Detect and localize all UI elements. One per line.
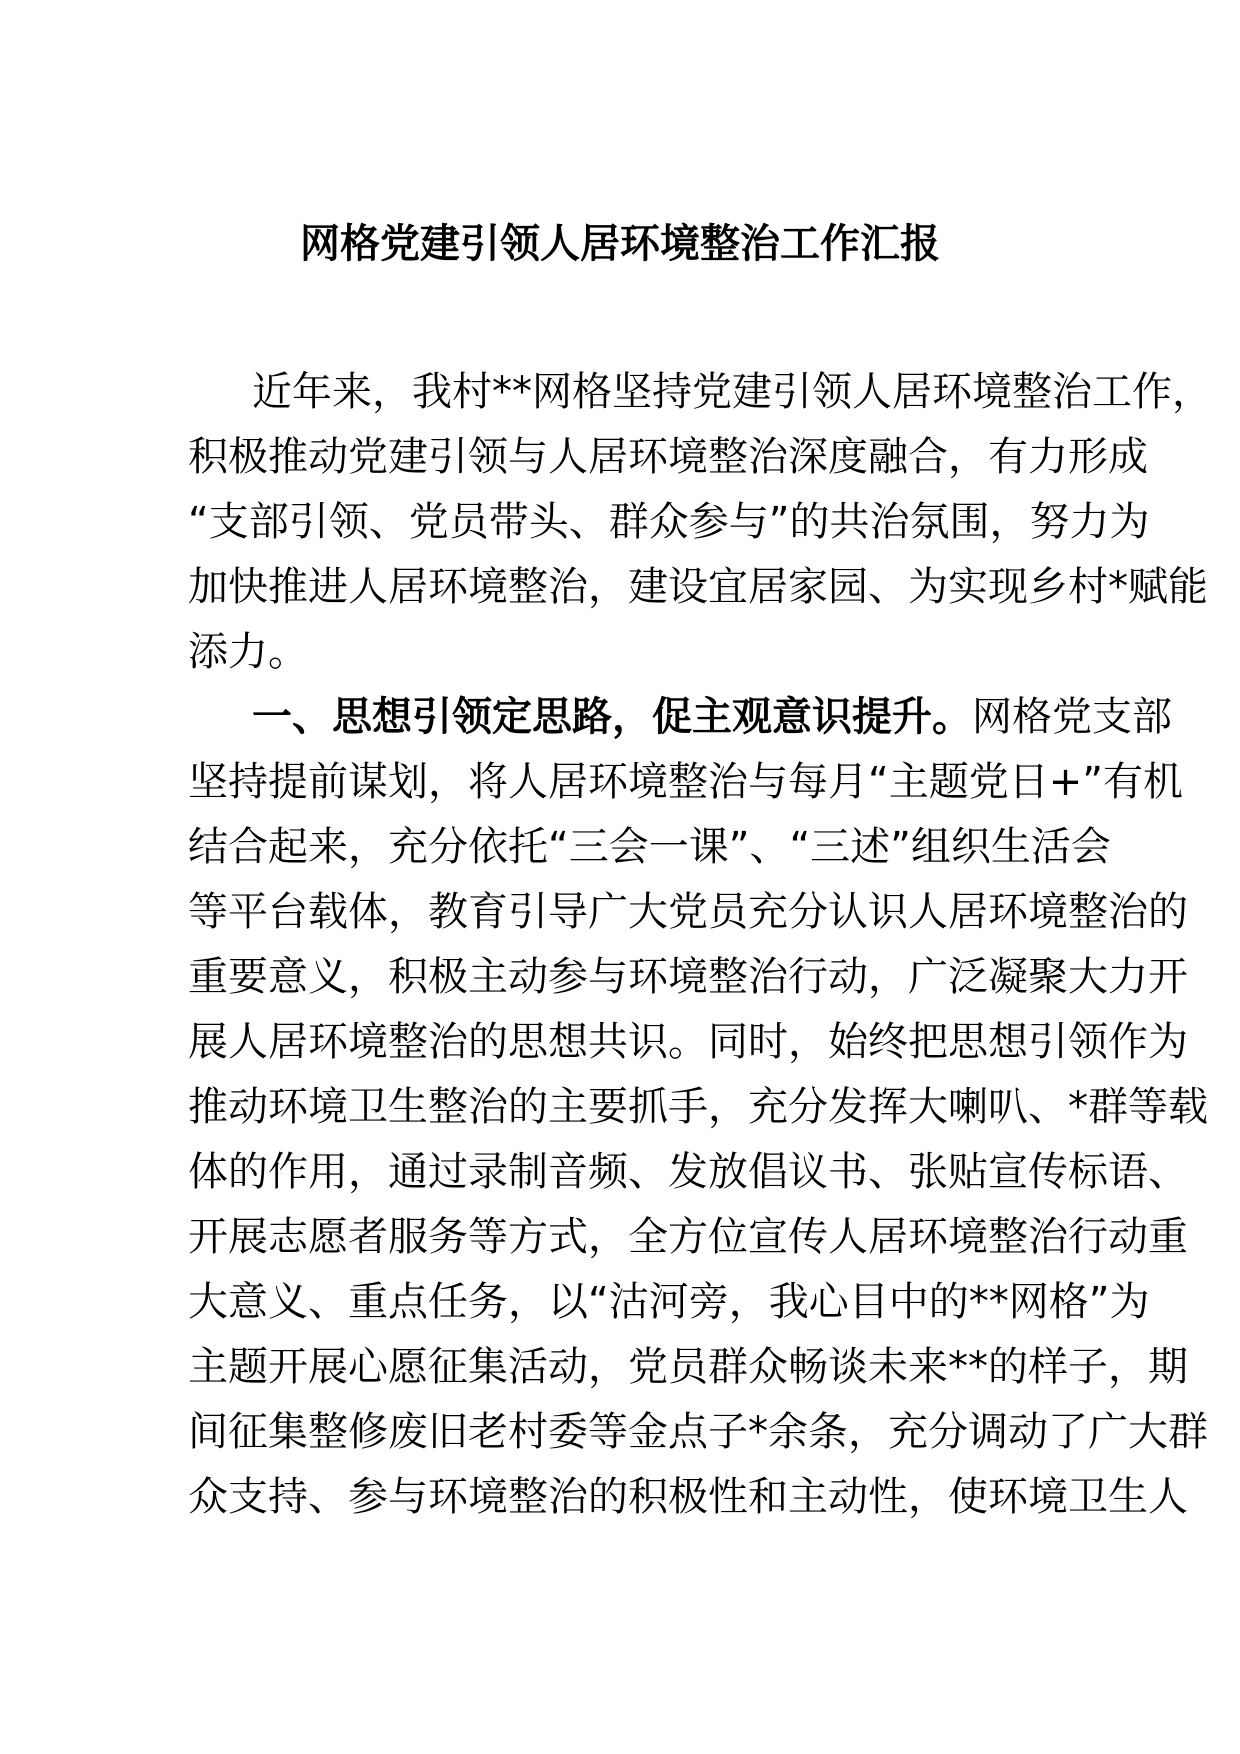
text-line: 众支持、参与环境整治的积极性和主动性，使环境卫生人 (188, 1474, 1188, 1520)
document-body (188, 360, 1212, 1530)
text-line: 坚持提前谋划，将人居环境整治与每月“主题党日+”有机 (188, 759, 1183, 805)
text-line: 添力。 (188, 629, 308, 675)
document-title: 网格党建引领人居环境整治工作汇报 (300, 221, 940, 267)
text-line: 积极推动党建引领与人居环境整治深度融合，有力形成 (188, 434, 1148, 480)
text-line: 大意义、重点任务，以“沽河旁，我心目中的**网格”为 (188, 1279, 1150, 1325)
text-line: 间征集整修废旧老村委等金点子*余条，充分调动了广大群 (188, 1409, 1208, 1455)
text-line: 展人居环境整治的思想共识。同时，始终把思想引领作为 (188, 1019, 1188, 1065)
text-line: 主题开展心愿征集活动，党员群众畅谈未来**的样子，期 (188, 1344, 1188, 1390)
text-line: 结合起来，充分依托“三会一课”、“三述”组织生活会 (188, 824, 1111, 870)
text-line: 重要意义，积极主动参与环境整治行动，广泛凝聚大力开 (188, 954, 1188, 1000)
text-span: 网格党支部 (972, 694, 1172, 740)
text-line: “支部引领、党员带头、群众参与”的共治氛围，努力为 (188, 499, 1150, 545)
text-line: 推动环境卫生整治的主要抓手，充分发挥大喇叭、*群等载 (188, 1084, 1208, 1130)
text-line: 开展志愿者服务等方式，全方位宣传人居环境整治行动重 (188, 1214, 1188, 1260)
text-line: 等平台载体，教育引导广大党员充分认识人居环境整治的 (188, 889, 1188, 935)
text-line: 近年来，我村**网格坚持党建引领人居环境整治工作， (252, 369, 1212, 415)
section-heading: 一、思想引领定思路，促主观意识提升。 (252, 694, 972, 740)
text-line (188, 685, 1172, 750)
text-line: 体的作用，通过录制音频、发放倡议书、张贴宣传标语、 (188, 1149, 1188, 1195)
paragraph-section-1 (188, 685, 1208, 1530)
text-line: 加快推进人居环境整治，建设宜居家园、为实现乡村*赋能 (188, 564, 1208, 610)
paragraph-intro (188, 360, 1212, 685)
